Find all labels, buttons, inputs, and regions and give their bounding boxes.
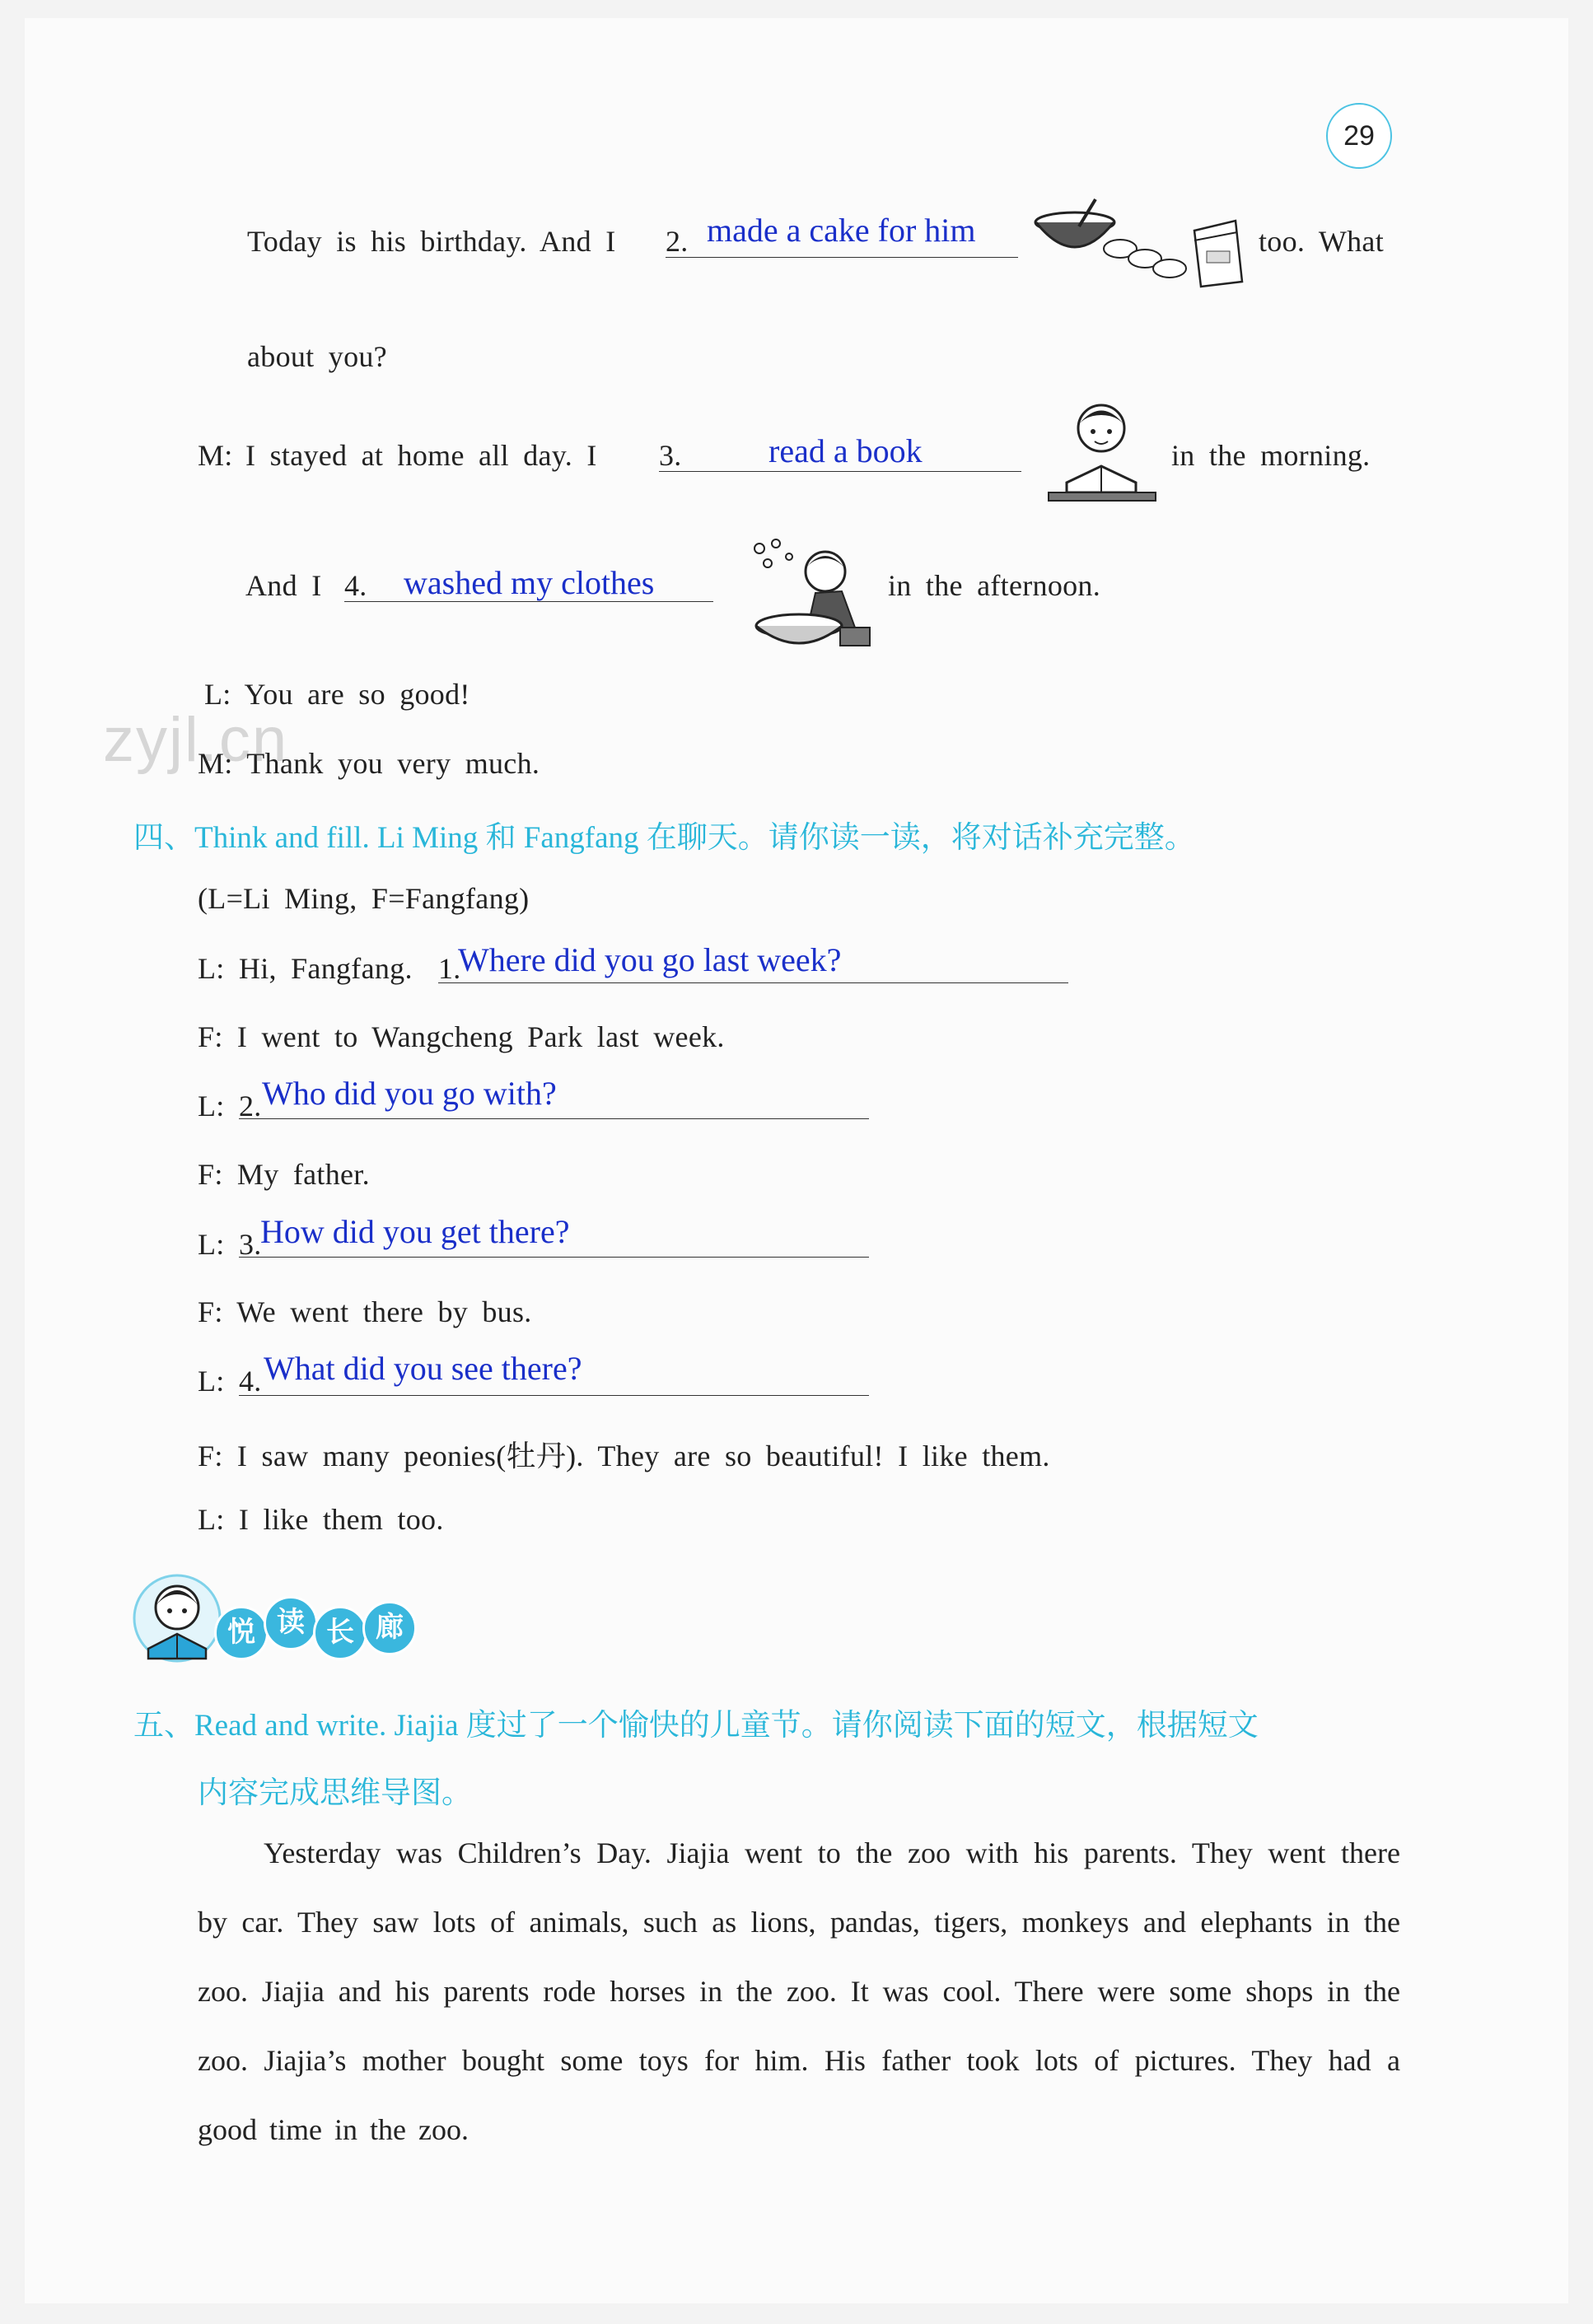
- speaker-legend: (L=Li Ming, F=Fangfang): [198, 882, 530, 915]
- answer-3: read a book: [768, 432, 923, 469]
- blank-line-4-3: [239, 1257, 869, 1258]
- blank-number-3: 3.: [659, 439, 682, 472]
- page-number: 29: [1326, 103, 1392, 169]
- text-stayed-home: I stayed at home all day. I: [245, 439, 597, 472]
- speaker-l-3: L:: [198, 1228, 225, 1261]
- blank-line-4-2: [239, 1118, 869, 1119]
- line-l-like-them-too: L: I like them too.: [198, 1503, 444, 1536]
- blank-line-2: [666, 257, 1018, 258]
- blank-number-4-2: 2.: [239, 1090, 262, 1122]
- text-about-you: about you?: [247, 340, 387, 373]
- banner-char-3: 长: [313, 1606, 367, 1660]
- line-f-went-to-park: F: I went to Wangcheng Park last week.: [198, 1020, 725, 1053]
- text-in-the-morning: in the morning.: [1171, 439, 1371, 472]
- blank-number-2: 2.: [666, 225, 689, 258]
- line-f-saw-peonies: F: I saw many peonies(牡丹). They are so beautiful! I like them.: [198, 1440, 1050, 1472]
- watermark: zyjl.cn: [103, 705, 289, 775]
- blank-line-4-4: [239, 1395, 869, 1396]
- reading-corridor-banner: [132, 1573, 445, 1664]
- speaker-m: M:: [198, 439, 233, 472]
- text-and-i: And I: [245, 569, 322, 602]
- blank-number-4-3: 3.: [239, 1228, 262, 1261]
- section-4-heading: 四、Think and fill. Li Ming 和 Fangfang 在聊天。请你读一读，将对话补充完整。: [133, 821, 1195, 855]
- banner-char-4: 廊: [362, 1601, 417, 1655]
- boy-reading-illustration: [1042, 400, 1161, 504]
- text-in-the-afternoon: in the afternoon.: [888, 569, 1101, 602]
- banner-char-1: 悦: [214, 1606, 269, 1660]
- speaker-l-4: L:: [198, 1365, 225, 1398]
- line-l-hi-fangfang: L: Hi, Fangfang.: [198, 952, 413, 985]
- boy-washing-illustration: [750, 537, 873, 652]
- speaker-l-2: L:: [198, 1090, 225, 1122]
- text-too-what: too. What: [1259, 225, 1385, 258]
- line-m-thank-you: M: Thank you very much.: [198, 747, 540, 780]
- blank-number-4-4: 4.: [239, 1365, 262, 1398]
- answer-2: made a cake for him: [707, 212, 976, 249]
- answer-4-1: Where did you go last week?: [458, 941, 842, 978]
- baking-illustration: [1030, 189, 1252, 296]
- blank-line-3: [659, 471, 1021, 472]
- boy-reading-mascot-icon: [132, 1573, 222, 1664]
- answer-4-4: What did you see there?: [264, 1350, 582, 1387]
- text-today-birthday: Today is his birthday. And I: [247, 225, 616, 258]
- line-f-by-bus: F: We went there by bus.: [198, 1295, 532, 1328]
- line-l-you-are-so-good: L: You are so good!: [204, 678, 470, 711]
- answer-4-3: How did you get there?: [260, 1213, 570, 1250]
- banner-char-2: 读: [264, 1596, 318, 1650]
- section-5-heading-line-2: 内容完成思维导图。: [198, 1776, 472, 1810]
- reading-passage: Yesterday was Children’s Day. Jiajia went to the zoo with his parents. They went there by car. They saw lots of animals, such as lions, pandas, tigers, monkeys and elephants in the zoo. Jiajia and his parents rode horses in the zoo. It was cool. There were some shops in the zoo. Jiajia’s mother bought some toys for him. His father took lots of pictures. They had a good time in the zoo.: [198, 1836, 1400, 2146]
- section-5-heading-line-1: 五、Read and write. Jiajia 度过了一个愉快的儿童节。请你阅读下面的短文，根据短文: [133, 1709, 1259, 1743]
- answer-4: washed my clothes: [404, 564, 655, 601]
- blank-number-4-1: 1.: [438, 952, 461, 985]
- blank-number-4: 4.: [344, 569, 367, 602]
- line-f-my-father: F: My father.: [198, 1158, 370, 1191]
- answer-4-2: Who did you go with?: [262, 1075, 557, 1112]
- blank-line-4-1: [438, 982, 1068, 983]
